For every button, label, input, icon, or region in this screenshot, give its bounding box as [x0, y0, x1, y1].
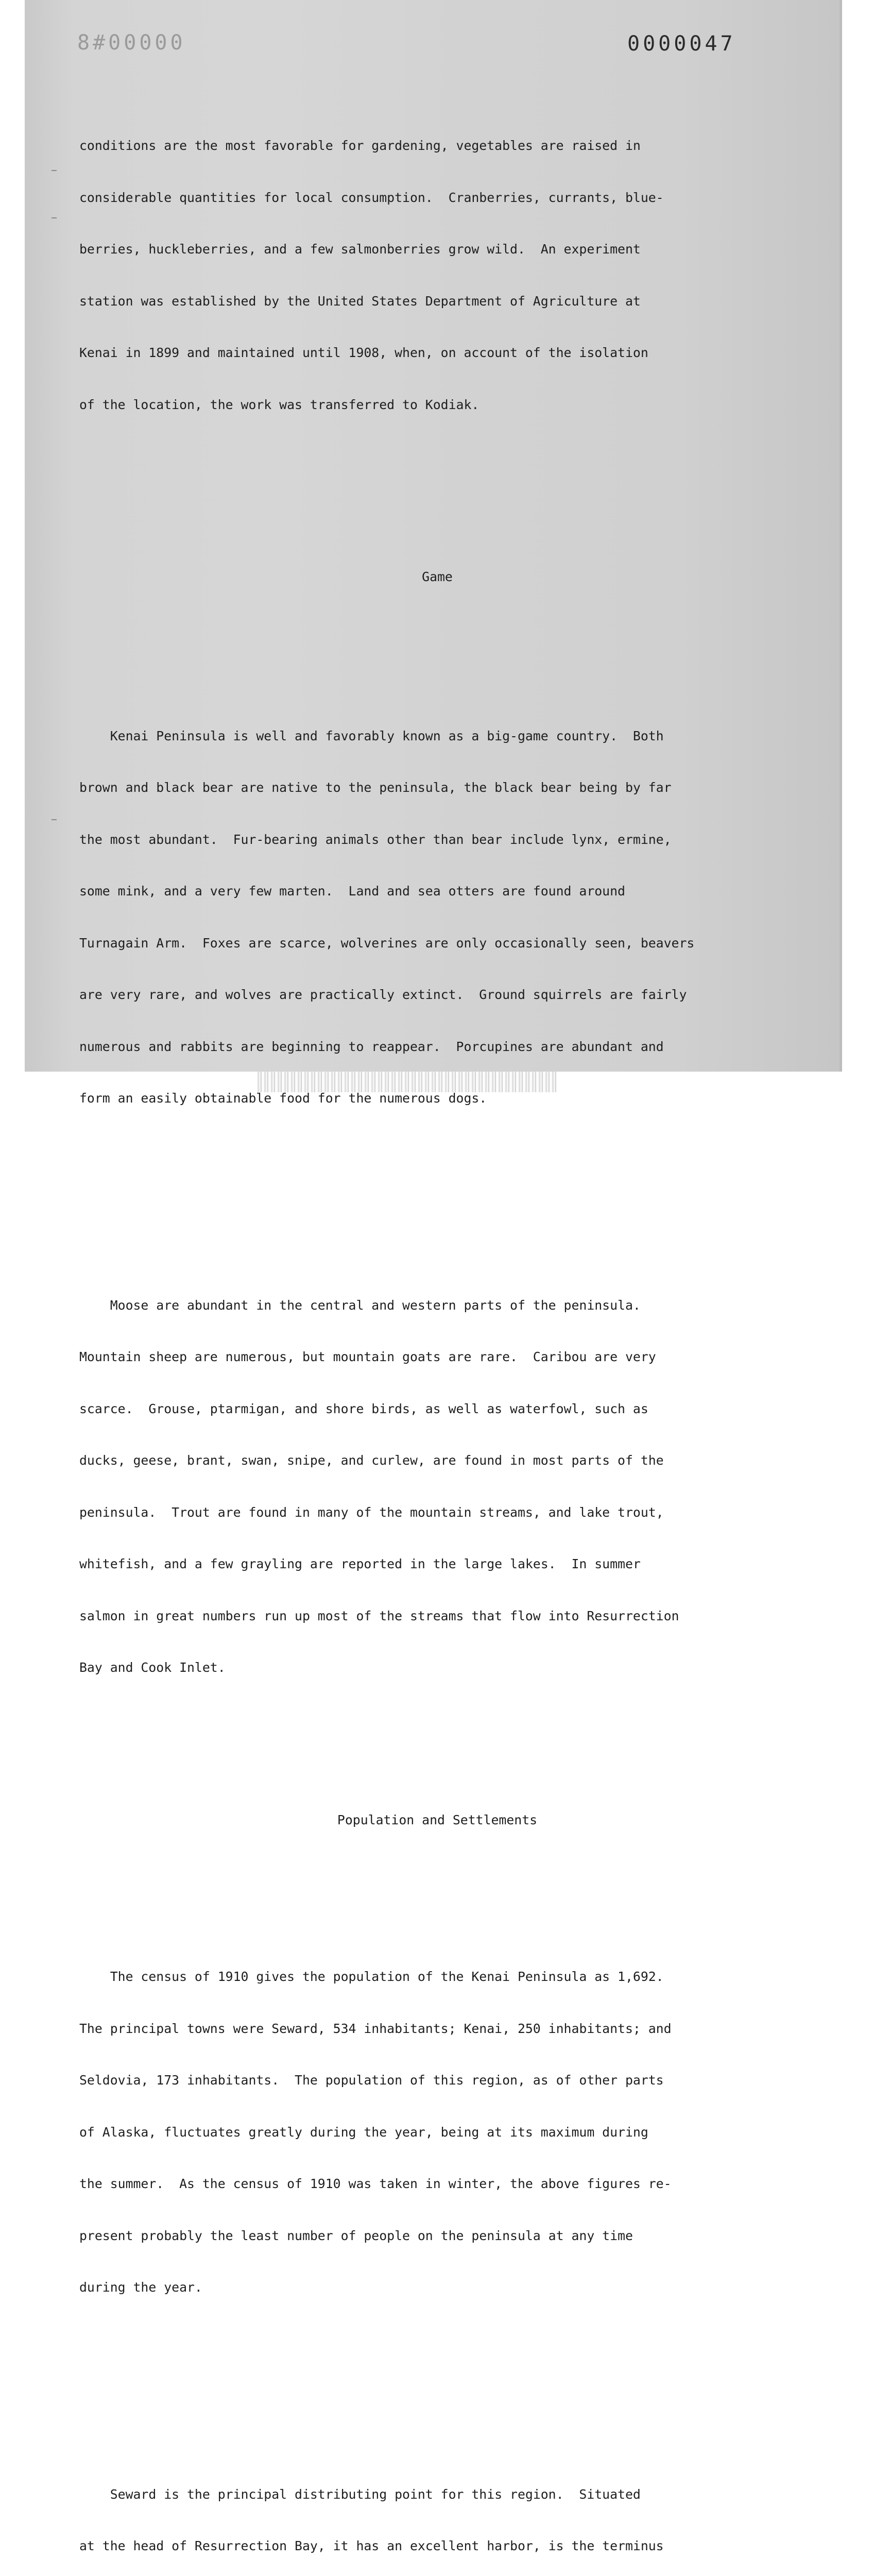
- section-heading-game: Game: [79, 568, 795, 586]
- text-line: brown and black bear are native to the peninsula, the black bear being by far: [79, 779, 795, 796]
- text-line: of the location, the work was transferred to Kodiak.: [79, 396, 795, 414]
- margin-mark: [52, 217, 57, 218]
- text-line: Seldovia, 173 inhabitants. The population of this region, as of other parts: [79, 2072, 795, 2089]
- text-line: peninsula. Trout are found in many of the mountain streams, and lake trout,: [79, 1504, 795, 1521]
- text-line: berries, huckleberries, and a few salmonberries grow wild. An experiment: [79, 241, 795, 258]
- text-line: the most abundant. Fur-bearing animals other than bear include lynx, ermine,: [79, 831, 795, 849]
- text-line: station was established by the United States Department of Agriculture at: [79, 293, 795, 310]
- text-line: Moose are abundant in the central and western parts of the peninsula.: [79, 1297, 795, 1314]
- text-line: some mink, and a very few marten. Land and sea otters are found around: [79, 883, 795, 900]
- text-line: form an easily obtainable food for the numerous dogs.: [79, 1090, 795, 1107]
- margin-mark: [52, 819, 57, 820]
- text-line: Mountain sheep are numerous, but mountain goats are rare. Caribou are very: [79, 1348, 795, 1366]
- text-line: conditions are the most favorable for gardening, vegetables are raised in: [79, 137, 795, 155]
- text-line: are very rare, and wolves are practically extinct. Ground squirrels are fairly: [79, 986, 795, 1004]
- text-line: considerable quantities for local consumption. Cranberries, currants, blue-: [79, 189, 795, 207]
- text-line: Kenai in 1899 and maintained until 1908, when, on account of the isolation: [79, 344, 795, 362]
- section-heading-population: Population and Settlements: [79, 1811, 795, 1829]
- page-edge: [840, 0, 842, 1072]
- text-line: The census of 1910 gives the population of the Kenai Peninsula as 1,692.: [79, 1968, 795, 1986]
- text-line: at the head of Resurrection Bay, it has an excellent harbor, is the terminus: [79, 2537, 795, 2555]
- text-line: Bay and Cook Inlet.: [79, 1659, 795, 1676]
- text-line: The principal towns were Seward, 534 inhabitants; Kenai, 250 inhabitants; and: [79, 2020, 795, 2038]
- text-line: salmon in great numbers run up most of the streams that flow into Resurrection: [79, 1607, 795, 1625]
- text-line: numerous and rabbits are beginning to reappear. Porcupines are abundant and: [79, 1038, 795, 1056]
- document-number-stamp-left: 8#00000: [77, 31, 186, 55]
- text-line: whitefish, and a few grayling are reported in the large lakes. In summer: [79, 1555, 795, 1573]
- game-paragraph-1: [79, 693, 795, 1142]
- text-line: the summer. As the census of 1910 was taken in winter, the above figures re-: [79, 2175, 795, 2193]
- text-line: Seward is the principal distributing point for this region. Situated: [79, 2486, 795, 2503]
- population-paragraph-1: [79, 1934, 795, 2331]
- text-line: scarce. Grouse, ptarmigan, and shore birds, as well as waterfowl, such as: [79, 1400, 795, 1418]
- page-number-stamp: 0000047: [627, 32, 736, 56]
- document-body: [79, 68, 795, 2576]
- text-line: during the year.: [79, 2279, 795, 2296]
- text-line: Kenai Peninsula is well and favorably known as a big-game country. Both: [79, 727, 795, 745]
- text-line: ducks, geese, brant, swan, snipe, and curlew, are found in most parts of the: [79, 1452, 795, 1469]
- population-paragraph-2: [79, 2451, 795, 2576]
- text-line: Turnagain Arm. Foxes are scarce, wolverines are only occasionally seen, beavers: [79, 935, 795, 952]
- game-paragraph-2: [79, 1262, 795, 1711]
- margin-mark: [52, 170, 57, 171]
- text-line: present probably the least number of people on the peninsula at any time: [79, 2227, 795, 2245]
- text-line: of Alaska, fluctuates greatly during the year, being at its maximum during: [79, 2124, 795, 2141]
- intro-paragraph: [79, 103, 795, 448]
